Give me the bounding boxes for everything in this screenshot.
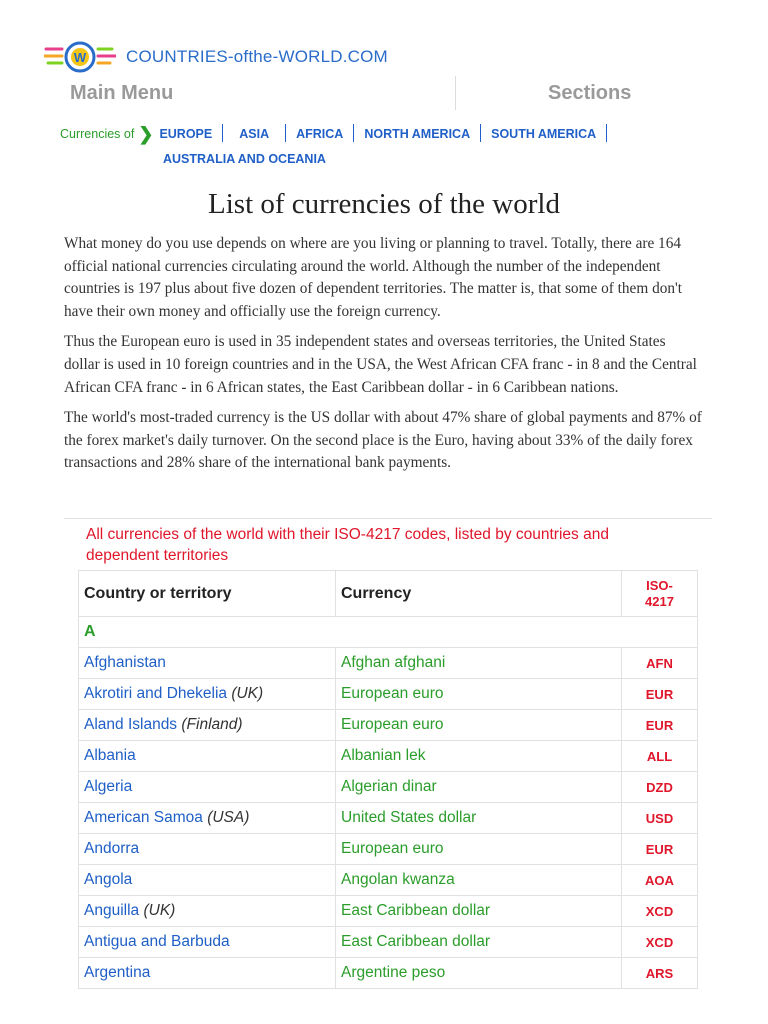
nav-separator bbox=[480, 124, 481, 142]
letter-heading: A bbox=[79, 617, 698, 648]
currency-link[interactable]: Algerian dinar bbox=[336, 772, 622, 803]
intro-text bbox=[64, 233, 704, 483]
table-row bbox=[79, 679, 698, 710]
currency-link[interactable]: Argentine peso bbox=[336, 958, 622, 989]
iso-code: DZD bbox=[622, 772, 698, 803]
intro-paragraph: What money do you use depends on where are you living or planning to travel. Totally, there are 164 official national currencies circulating around the world. Although the number of the independent countries is 197 plus about five dozen of dependent territories. The matter is, that some of them don't have their own money and officially use the foreign currency. bbox=[64, 235, 683, 320]
nav-link-asia[interactable]: ASIA bbox=[239, 127, 270, 141]
table-row bbox=[79, 896, 698, 927]
table-row bbox=[79, 803, 698, 834]
currency-table bbox=[78, 570, 698, 989]
iso-code: EUR bbox=[622, 834, 698, 865]
table-row bbox=[79, 958, 698, 989]
country-link[interactable]: American Samoa bbox=[84, 809, 203, 826]
country-link[interactable]: Andorra bbox=[84, 840, 140, 857]
country-cell bbox=[79, 648, 336, 679]
currency-link[interactable]: European euro bbox=[336, 710, 622, 741]
nav-link-australia-oceania[interactable]: AUSTRALIA AND OCEANIA bbox=[163, 152, 326, 166]
country-link[interactable]: Akrotiri and Dhekelia bbox=[84, 685, 228, 702]
currency-link[interactable]: European euro bbox=[336, 679, 622, 710]
country-cell bbox=[79, 865, 336, 896]
svg-text:W: W bbox=[73, 50, 87, 65]
country-link[interactable]: Albania bbox=[84, 747, 136, 764]
country-link[interactable]: Angola bbox=[84, 871, 133, 888]
table-row bbox=[79, 710, 698, 741]
country-cell bbox=[79, 679, 336, 710]
top-menu bbox=[0, 76, 768, 112]
country-link[interactable]: Argentina bbox=[84, 964, 151, 981]
nav-separator bbox=[606, 124, 607, 142]
site-logo-icon[interactable] bbox=[44, 40, 116, 74]
territory-note: (USA) bbox=[207, 809, 250, 826]
nav-link-north-america[interactable]: NORTH AMERICA bbox=[364, 127, 471, 141]
nav-link-europe[interactable]: EUROPE bbox=[159, 127, 213, 141]
currency-link[interactable]: Afghan afghani bbox=[336, 648, 622, 679]
currency-link[interactable]: East Caribbean dollar bbox=[336, 896, 622, 927]
iso-code: ALL bbox=[622, 741, 698, 772]
nav-separator bbox=[285, 124, 286, 142]
country-link[interactable]: Afghanistan bbox=[84, 654, 166, 671]
country-cell bbox=[79, 772, 336, 803]
currency-link[interactable]: European euro bbox=[336, 834, 622, 865]
site-name-link[interactable]: COUNTRIES-ofthe-WORLD.COM bbox=[126, 47, 388, 66]
currency-link[interactable]: East Caribbean dollar bbox=[336, 927, 622, 958]
menu-divider bbox=[455, 76, 456, 110]
currency-link[interactable]: United States dollar bbox=[336, 803, 622, 834]
letter-group-row bbox=[79, 617, 698, 648]
currency-link[interactable]: Albanian lek bbox=[336, 741, 622, 772]
country-cell bbox=[79, 710, 336, 741]
iso-code: ARS bbox=[622, 958, 698, 989]
column-header-country: Country or territory bbox=[79, 571, 336, 617]
territory-note: (Finland) bbox=[181, 716, 243, 733]
nav-link-south-america[interactable]: SOUTH AMERICA bbox=[491, 127, 597, 141]
column-header-iso: ISO- 4217 bbox=[622, 571, 698, 617]
nav-separator bbox=[353, 124, 354, 142]
table-row bbox=[79, 927, 698, 958]
iso-code: AFN bbox=[622, 648, 698, 679]
country-cell bbox=[79, 741, 336, 772]
territory-note: (UK) bbox=[231, 685, 264, 702]
table-row bbox=[79, 834, 698, 865]
nav-separator bbox=[222, 124, 223, 142]
iso-code: EUR bbox=[622, 710, 698, 741]
country-cell bbox=[79, 834, 336, 865]
intro-paragraph: Thus the European euro is used in 35 independent states and overseas territories, the United States dollar is used in 10 foreign countries and in the USA, the West African CFA franc - in 8 and the Central African CFA franc - in 6 African states, the East Caribbean dollar - in 6 Caribbean nations. bbox=[64, 333, 697, 396]
table-row bbox=[79, 865, 698, 896]
country-link[interactable]: Anguilla bbox=[84, 902, 140, 919]
table-header-row bbox=[79, 571, 698, 617]
page-title: List of currencies of the world bbox=[208, 188, 560, 220]
iso-code: XCD bbox=[622, 927, 698, 958]
table-row bbox=[79, 772, 698, 803]
territory-note: (UK) bbox=[143, 902, 176, 919]
country-cell bbox=[79, 896, 336, 927]
table-caption: All currencies of the world with their ISO-4217 codes, listed by countries and dependent territories bbox=[86, 526, 609, 564]
country-cell bbox=[79, 803, 336, 834]
intro-paragraph: The world's most-traded currency is the US dollar with about 47% share of global payments and 87% of the forex market's daily turnover. On the second place is the Euro, having about 33% of the daily forex transactions and 28% share of the international bank payments. bbox=[64, 409, 702, 472]
currencies-of-label: Currencies of bbox=[60, 127, 135, 141]
column-header-currency: Currency bbox=[336, 571, 622, 617]
country-cell bbox=[79, 958, 336, 989]
iso-code: AOA bbox=[622, 865, 698, 896]
sections-button[interactable]: Sections bbox=[548, 82, 632, 104]
country-link[interactable]: Antigua and Barbuda bbox=[84, 933, 230, 950]
iso-code: XCD bbox=[622, 896, 698, 927]
iso-code: EUR bbox=[622, 679, 698, 710]
table-row bbox=[79, 741, 698, 772]
country-link[interactable]: Aland Islands bbox=[84, 716, 178, 733]
currency-link[interactable]: Angolan kwanza bbox=[336, 865, 622, 896]
divider bbox=[64, 518, 712, 519]
main-menu-button[interactable]: Main Menu bbox=[70, 82, 174, 104]
country-cell bbox=[79, 927, 336, 958]
nav-link-africa[interactable]: AFRICA bbox=[296, 127, 344, 141]
iso-code: USD bbox=[622, 803, 698, 834]
country-link[interactable]: Algeria bbox=[84, 778, 133, 795]
chevron-right-icon: ❯ bbox=[138, 124, 154, 144]
table-row bbox=[79, 648, 698, 679]
site-header bbox=[44, 40, 388, 74]
